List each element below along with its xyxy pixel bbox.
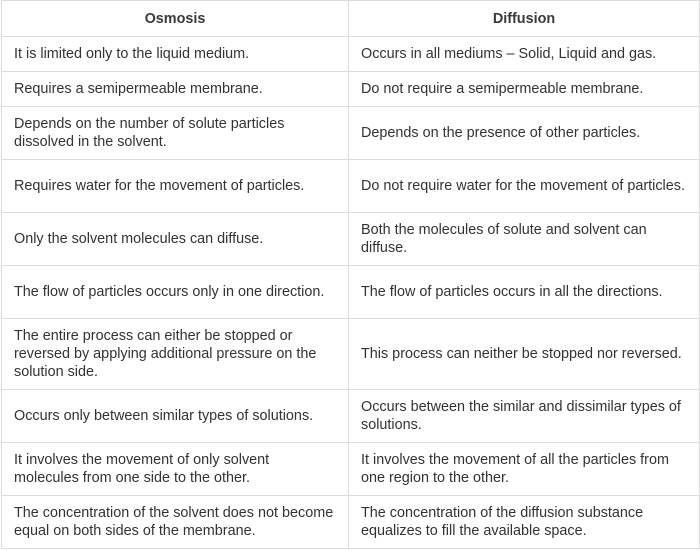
column-header-diffusion: Diffusion — [349, 1, 700, 37]
diffusion-cell: The flow of particles occurs in all the directions. — [349, 266, 700, 319]
diffusion-cell: Depends on the presence of other particles. — [349, 107, 700, 160]
header-row — [2, 1, 700, 37]
table-row — [2, 496, 700, 549]
osmosis-cell: Depends on the number of solute particles dissolved in the solvent. — [2, 107, 349, 160]
diffusion-cell: Occurs in all mediums – Solid, Liquid and gas. — [349, 37, 700, 72]
table-row — [2, 390, 700, 443]
diffusion-cell: It involves the movement of all the particles from one region to the other. — [349, 443, 700, 496]
column-header-osmosis: Osmosis — [2, 1, 349, 37]
table-row — [2, 319, 700, 390]
osmosis-cell: Requires a semipermeable membrane. — [2, 72, 349, 107]
table-row — [2, 266, 700, 319]
osmosis-cell: Occurs only between similar types of solutions. — [2, 390, 349, 443]
table-row — [2, 37, 700, 72]
diffusion-cell: Do not require a semipermeable membrane. — [349, 72, 700, 107]
osmosis-cell: The concentration of the solvent does not become equal on both sides of the membrane. — [2, 496, 349, 549]
table-row — [2, 107, 700, 160]
diffusion-cell: Both the molecules of solute and solvent can diffuse. — [349, 213, 700, 266]
diffusion-cell: Do not require water for the movement of particles. — [349, 160, 700, 213]
diffusion-cell: The concentration of the diffusion substance equalizes to fill the available space. — [349, 496, 700, 549]
diffusion-cell: This process can neither be stopped nor reversed. — [349, 319, 700, 390]
diffusion-cell: Occurs between the similar and dissimilar types of solutions. — [349, 390, 700, 443]
osmosis-cell: It involves the movement of only solvent molecules from one side to the other. — [2, 443, 349, 496]
osmosis-cell: It is limited only to the liquid medium. — [2, 37, 349, 72]
table-row — [2, 443, 700, 496]
table-row — [2, 213, 700, 266]
osmosis-cell: Only the solvent molecules can diffuse. — [2, 213, 349, 266]
comparison-table — [1, 0, 700, 549]
table-row — [2, 72, 700, 107]
osmosis-cell: The entire process can either be stopped or reversed by applying additional pressure on the solution side. — [2, 319, 349, 390]
osmosis-cell: Requires water for the movement of particles. — [2, 160, 349, 213]
osmosis-cell: The flow of particles occurs only in one direction. — [2, 266, 349, 319]
table-row — [2, 160, 700, 213]
